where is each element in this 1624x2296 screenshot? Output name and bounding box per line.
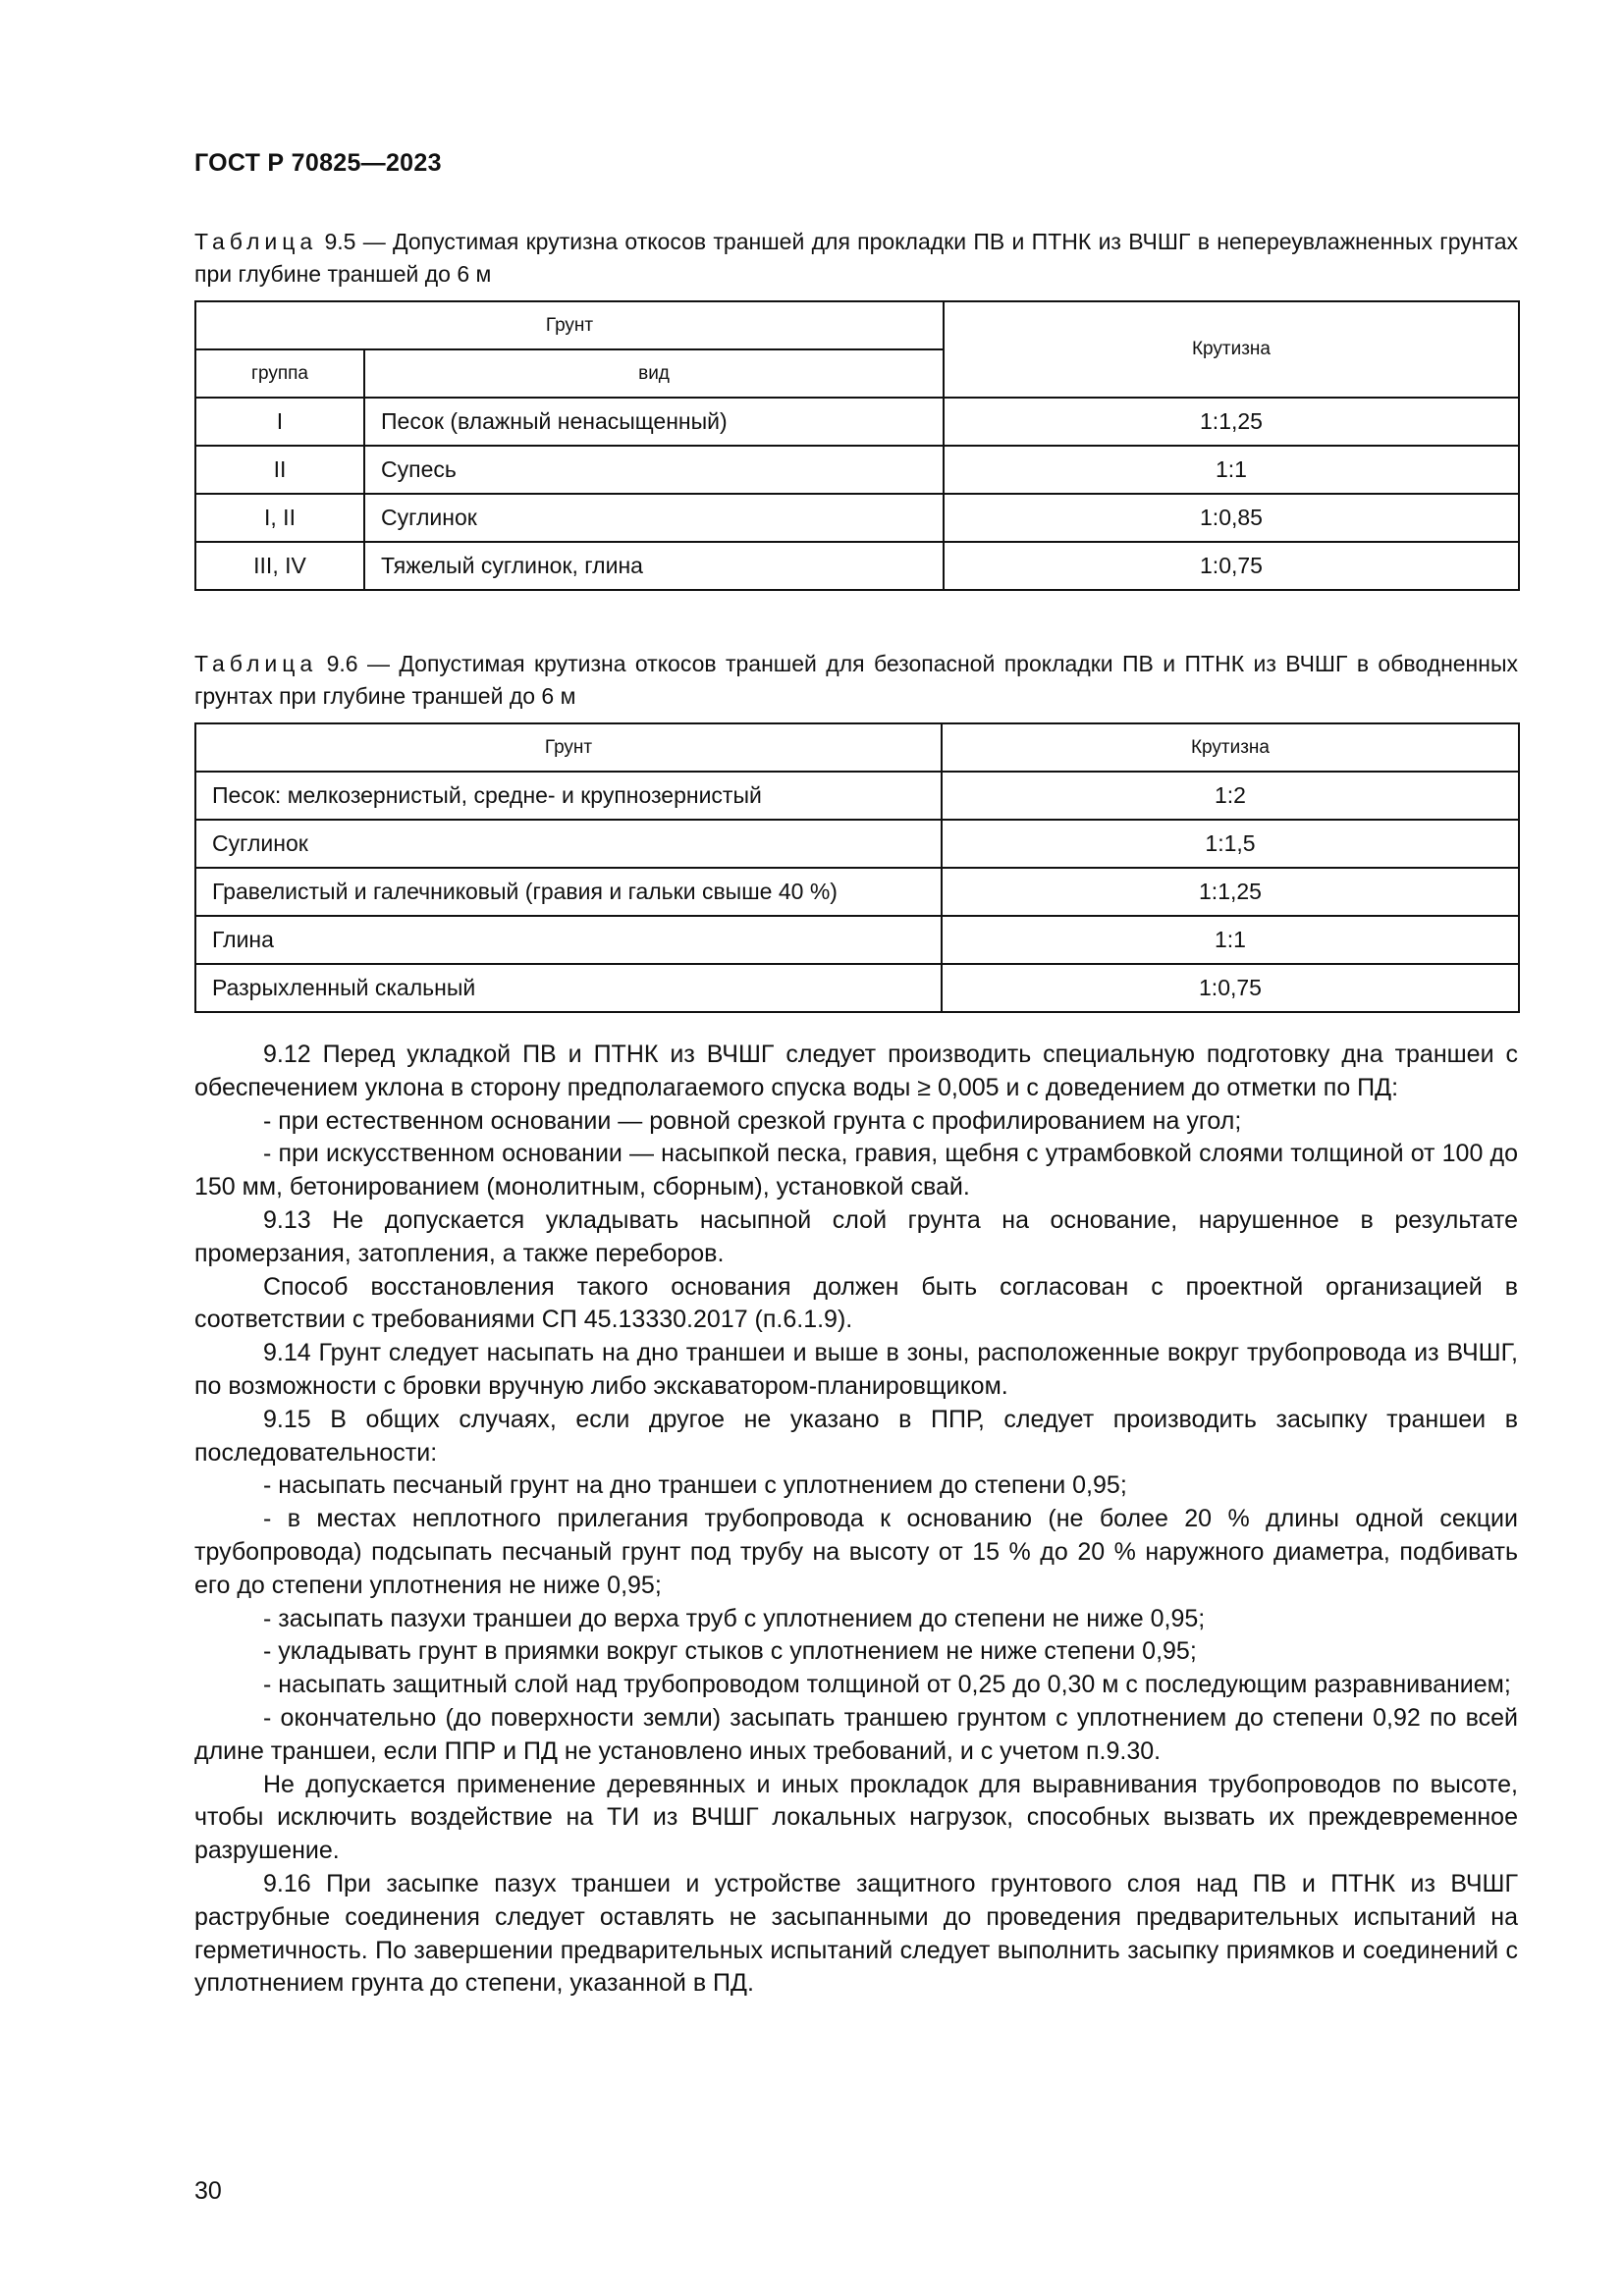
body-text: [194, 1039, 1518, 2001]
table2: [194, 722, 1520, 1013]
table2-head-slope: Крутизна: [942, 723, 1519, 772]
table2-cell-ground: Песок: мелкозернистый, средне- и крупнозернистый: [195, 772, 942, 820]
table1-cell-kind: Тяжелый суглинок, глина: [364, 542, 944, 590]
table1-cell-slope: 1:0,85: [944, 494, 1519, 542]
table1-cell-group: I, II: [195, 494, 364, 542]
table1-cell-group: I: [195, 398, 364, 446]
table2-head-ground: Грунт: [195, 723, 942, 772]
table1-cell-kind: Песок (влажный ненасыщенный): [364, 398, 944, 446]
table2-cell-slope: 1:1,5: [942, 820, 1519, 868]
table1-caption-label: Таблица: [194, 229, 318, 254]
table2-cell-slope: 1:2: [942, 772, 1519, 820]
paragraph: 9.12 Перед укладкой ПВ и ПТНК из ВЧШГ следует производить специальную подготовку дна траншеи с обеспечением уклона в сторону предполагаемого спуска воды ≥ 0,005 и с доведением до отметки по ПД:: [194, 1041, 1518, 1101]
table2-cell-slope: 1:0,75: [942, 964, 1519, 1012]
table2-cell-slope: 1:1: [942, 916, 1519, 964]
table1-cell-kind: Супесь: [364, 446, 944, 494]
paragraph: 9.13 Не допускается укладывать насыпной слой грунта на основание, нарушенное в результате промерзания, затопления, а также переборов.: [194, 1205, 1518, 1267]
table2-cell-ground: Глина: [195, 916, 942, 964]
table-row: [195, 772, 1519, 820]
list-item: - в местах неплотного прилегания трубопровода к основанию (не более 20 % длины одной секции трубопровода) подсыпать песчаный грунт под трубу на высоту от 15 % до 20 % наружного диаметра, подбивать его до степени уплотнения не ниже 0,95;: [194, 1505, 1518, 1599]
list-item: - окончательно (до поверхности земли) засыпать траншею грунтом с уплотнением до степени 0,92 по всей длине траншеи, если ППР и ПД не установлено иных требований, и с учетом п.9.30.: [194, 1703, 1518, 1765]
table1: [194, 300, 1520, 591]
paragraph: Способ восстановления такого основания должен быть согласован с проектной организацией в соответствии с требованиями СП 45.13330.2017 (п.6.1.9).: [194, 1272, 1518, 1334]
table1-cell-group: III, IV: [195, 542, 364, 590]
table1-head-group: группа: [195, 349, 364, 398]
table2-caption-label: Таблица: [194, 651, 318, 676]
table1-cell-group: II: [195, 446, 364, 494]
paragraph: Не допускается применение деревянных и иных прокладок для выравнивания трубопроводов по высоте, чтобы исключить воздействие на ТИ из ВЧШГ локальных нагрузок, способных вызвать их преждевременное разрушение.: [194, 1770, 1518, 1865]
document-header: ГОСТ Р 70825—2023: [194, 149, 442, 177]
table2-cell-slope: 1:1,25: [942, 868, 1519, 916]
table2-caption: [194, 648, 1518, 713]
paragraph: 9.14 Грунт следует насыпать на дно траншеи и выше в зоны, расположенные вокруг трубопровода из ВЧШГ, по возможности с бровки вручную либо экскаватором-планировщиком.: [194, 1339, 1518, 1400]
list-item: - засыпать пазухи траншеи до верха труб с уплотнением до степени не ниже 0,95;: [263, 1604, 1206, 1632]
table1-caption: [194, 226, 1518, 291]
table1-head-ground: Грунт: [195, 301, 944, 349]
table-row: [195, 916, 1519, 964]
table1-caption-text: 9.5 — Допустимая крутизна откосов траншей для прокладки ПВ и ПТНК из ВЧШГ в непереувлажненных грунтах при глубине траншей до 6 м: [194, 229, 1518, 287]
table-row: [195, 868, 1519, 916]
page-number: 30: [194, 2177, 222, 2205]
paragraph: 9.15 В общих случаях, если другое не указано в ППР, следует производить засыпку траншеи в последовательности:: [194, 1405, 1518, 1467]
table1-cell-slope: 1:0,75: [944, 542, 1519, 590]
table-row: [195, 446, 1519, 494]
table-row: [195, 542, 1519, 590]
table2-cell-ground: Гравелистый и галечниковый (гравия и гальки свыше 40 %): [195, 868, 942, 916]
list-item: - при естественном основании — ровной срезкой грунта с профилированием на угол;: [263, 1106, 1242, 1135]
paragraph: 9.16 При засыпке пазух траншеи и устройстве защитного грунтового слоя над ПВ и ПТНК из ВЧШГ раструбные соединения следует оставлять не засыпанными до проведения предварительных испытаний на герметичность. По завершении предварительных испытаний следует выполнить засыпку приямков и соединений с уплотнением грунта до степени, указанной в ПД.: [194, 1869, 1518, 1998]
table1-cell-slope: 1:1: [944, 446, 1519, 494]
list-item: - насыпать защитный слой над трубопроводом толщиной от 0,25 до 0,30 м с последующим разравниванием;: [263, 1671, 1511, 1699]
list-item: - при искусственном основании — насыпкой песка, гравия, щебня с утрамбовкой слоями толщиной от 100 до 150 мм, бетонированием (монолитным, сборным), установкой свай.: [194, 1140, 1518, 1201]
table1-cell-slope: 1:1,25: [944, 398, 1519, 446]
table1-cell-kind: Суглинок: [364, 494, 944, 542]
table-row: [195, 964, 1519, 1012]
table-row: [195, 494, 1519, 542]
table-row: [195, 398, 1519, 446]
table2-caption-text: 9.6 — Допустимая крутизна откосов траншей для безопасной прокладки ПВ и ПТНК из ВЧШГ в обводненных грунтах при глубине траншей до 6 м: [194, 651, 1518, 709]
table1-head-kind: вид: [364, 349, 944, 398]
table2-cell-ground: Суглинок: [195, 820, 942, 868]
table2-cell-ground: Разрыхленный скальный: [195, 964, 942, 1012]
list-item: - укладывать грунт в приямки вокруг стыков с уплотнением не ниже степени 0,95;: [263, 1637, 1197, 1666]
table1-head-slope: Крутизна: [944, 301, 1519, 398]
table-row: [195, 820, 1519, 868]
list-item: - насыпать песчаный грунт на дно траншеи с уплотнением до степени 0,95;: [263, 1471, 1127, 1500]
